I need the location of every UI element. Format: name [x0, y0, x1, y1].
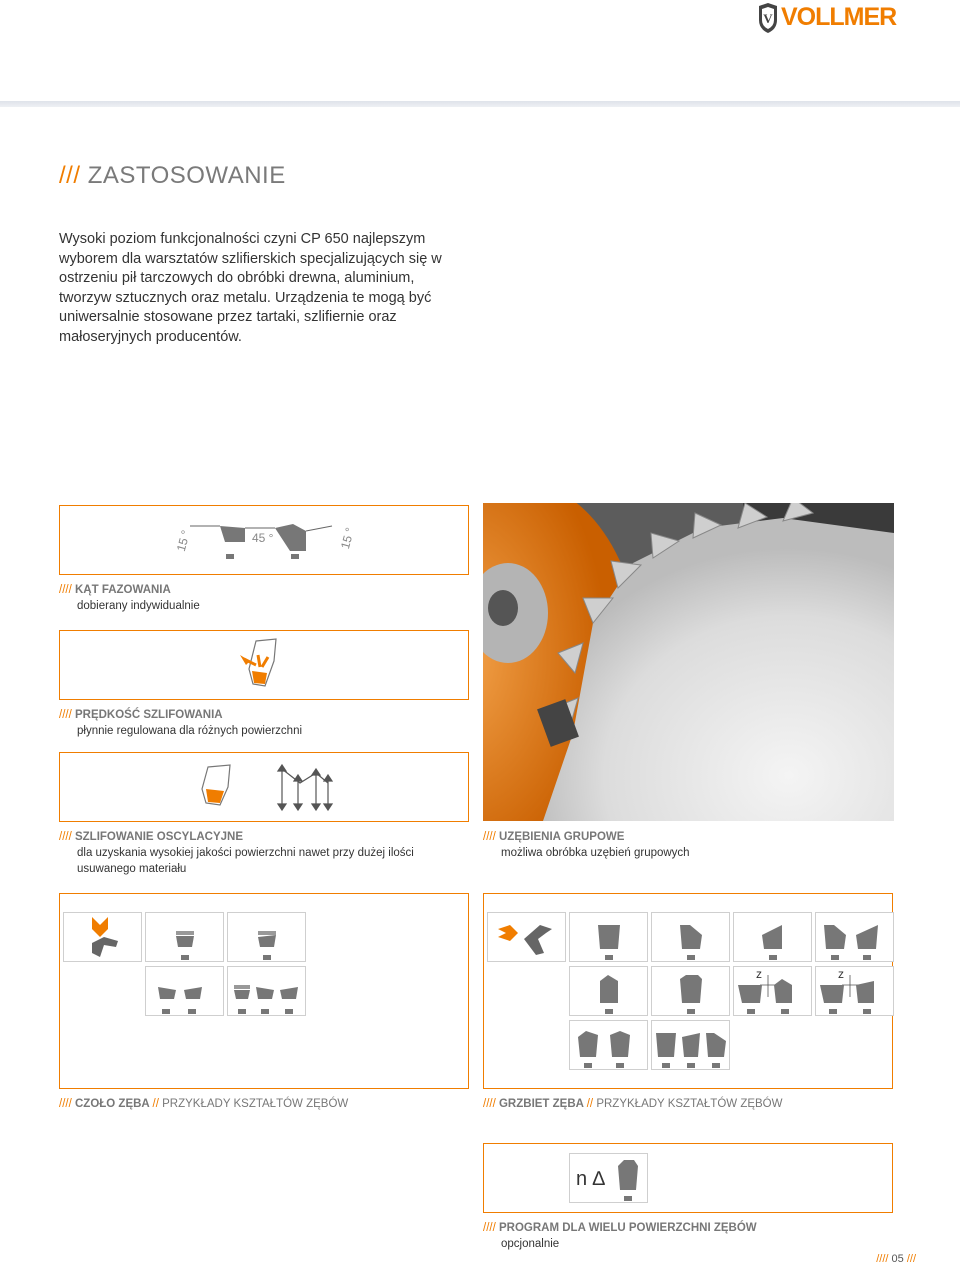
face-grinding-icon [64, 913, 141, 961]
caption-title: UZĘBIENIA GRUPOWE [498, 831, 625, 843]
bevel-back-icon [652, 913, 729, 961]
tooth-face-box [59, 893, 469, 1089]
back-grinding-icon [488, 913, 565, 961]
page-prefix: //// [876, 1253, 889, 1265]
multi-surface-symbol: n ∆ [576, 1168, 605, 1190]
triple-chip-group-icon [652, 1021, 729, 1069]
tooth-back-tile [487, 912, 566, 962]
saw-blade-photo [483, 503, 894, 821]
page-title [59, 162, 286, 190]
page-suffix: /// [906, 1253, 916, 1265]
caption-prefix: //// [483, 1222, 496, 1234]
caption-prefix: //// [59, 709, 72, 721]
caption-title: SZLIFOWANIE OSCYLACYJNE [74, 831, 244, 843]
tooth-face-tile [145, 966, 224, 1016]
caption-title: GRZBIET ZĘBA [498, 1098, 584, 1110]
program-caption [483, 1220, 757, 1252]
bevel-angle-box [59, 505, 469, 575]
caption-prefix: //// [483, 831, 496, 843]
tooth-back-tile [569, 912, 648, 962]
tooth-back-tile [651, 1020, 730, 1070]
tooth-back-tile [733, 966, 812, 1016]
tooth-face-tile [227, 912, 306, 962]
flat-back-icon [570, 913, 647, 961]
hollow-pair-icon [570, 1021, 647, 1069]
z-group-pair-icon [816, 967, 893, 1015]
svg-text:V: V [763, 11, 773, 26]
caption-rest: PRZYKŁADY KSZTAŁTÓW ZĘBÓW [162, 1098, 349, 1110]
shield-logo-icon [757, 2, 779, 34]
z-group-pair-icon [734, 967, 811, 1015]
title-text: ZASTOSOWANIE [87, 162, 286, 189]
tooth-back-tile [651, 966, 730, 1016]
tooth-back-tile [733, 912, 812, 962]
program-box [483, 1143, 893, 1213]
caption-prefix: //// [59, 584, 72, 596]
alternate-bevel-pair-icon [816, 913, 893, 961]
hollow-back-icon [570, 967, 647, 1015]
group-tooth-pair-icon [146, 967, 223, 1015]
tooth-face-tile [63, 912, 142, 962]
caption-prefix: //// [59, 1098, 72, 1110]
oscillation-diagram [60, 753, 467, 820]
caption-rest: PRZYKŁADY KSZTAŁTÓW ZĘBÓW [596, 1098, 783, 1110]
intro-paragraph: Wysoki poziom funkcjonalności czyni CP 650 najlepszym wyborem dla warsztatów szlifierskich specjalizujących się w ostrzeniu pił tarczowych do obróbki drewna, aluminium, tworzyw sztucznych oraz metalu. Urządzenia te mogą być uniwersalnie stosowane przez tartaki, szlifiernie oraz małoseryjnych producentów. [59, 231, 442, 345]
header-rule [0, 101, 960, 107]
page-number [876, 1253, 916, 1265]
tooth-icon [610, 1154, 646, 1202]
page-number-value: 05 [891, 1253, 904, 1265]
caption-prefix: //// [59, 831, 72, 843]
oscillation-caption [59, 829, 469, 877]
alternate-bevel-back-icon [734, 913, 811, 961]
grinding-speed-diagram [60, 631, 467, 698]
caption-sub: płynnie regulowana dla różnych powierzchni [77, 725, 303, 737]
caption-title: PROGRAM DLA WIELU POWIERZCHNI ZĘBÓW [498, 1222, 757, 1234]
bevel-angle-diagram [60, 506, 467, 573]
angle-mid-label: 45 ° [252, 531, 274, 545]
caption-sub: dobierany indywidualnie [77, 600, 200, 612]
caption-title: KĄT FAZOWANIA [74, 584, 171, 596]
caption-sub: dla uzyskania wysokiej jakości powierzchni nawet przy dużej ilości usuwanego materiału [77, 847, 414, 875]
title-prefix: /// [59, 162, 81, 189]
tooth-face-tile [145, 912, 224, 962]
z-label: z [756, 967, 762, 981]
trapezoid-tooth-icon [228, 913, 305, 961]
tooth-back-tile [815, 966, 894, 1016]
program-tile [569, 1153, 648, 1203]
grinding-speed-caption [59, 707, 302, 739]
caption-sub: możliwa obróbka uzębień grupowych [501, 847, 690, 859]
tooth-back-caption [483, 1096, 782, 1112]
z-label: z [838, 967, 844, 981]
vollmer-logo [757, 2, 897, 34]
chamfer-back-icon [652, 967, 729, 1015]
tooth-back-tile [569, 1020, 648, 1070]
group-tooth-triple-icon [228, 967, 305, 1015]
angle-right-label: 15 ° [337, 526, 358, 551]
tooth-back-box [483, 893, 893, 1089]
oscillation-box [59, 752, 469, 822]
caption-sep: // [152, 1098, 159, 1110]
caption-sub: opcjonalnie [501, 1238, 560, 1250]
angle-left-label: 15 ° [173, 528, 194, 553]
flat-tooth-icon [146, 913, 223, 961]
tooth-back-tile [815, 912, 894, 962]
caption-sep: // [586, 1098, 594, 1110]
caption-title: CZOŁO ZĘBA [74, 1098, 150, 1110]
bevel-caption [59, 582, 200, 614]
tooth-back-tile [651, 912, 730, 962]
caption-title: PRĘDKOŚĆ SZLIFOWANIA [74, 709, 223, 721]
brand-name: VOLLMER [781, 3, 897, 31]
tooth-face-tile [227, 966, 306, 1016]
tooth-face-caption [59, 1096, 348, 1112]
caption-prefix: //// [483, 1098, 496, 1110]
tooth-back-tile [569, 966, 648, 1016]
grinding-speed-box [59, 630, 469, 700]
group-teeth-caption [483, 829, 690, 861]
saw-blade-image [483, 503, 894, 821]
